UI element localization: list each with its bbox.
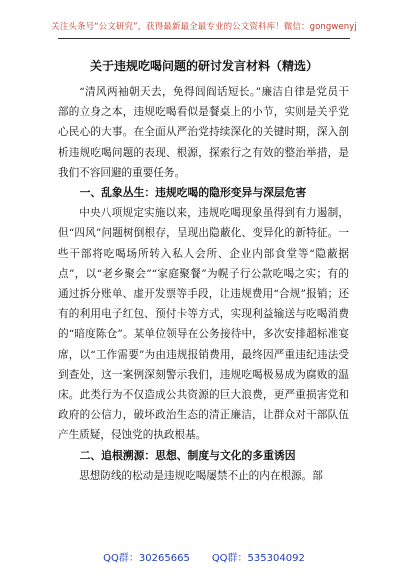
- section-heading-1: 一、乱象丛生：违规吃喝的隐形变异与深层危害: [79, 186, 307, 200]
- footer-contact: [0, 549, 408, 564]
- footer-qq-group-2: QQ群：535304092: [211, 553, 305, 564]
- section-2-paragraph: 思想防线的松动是违规吃喝屡禁不止的内在根源。部: [79, 469, 323, 482]
- document-body: [58, 82, 349, 486]
- section-1-paragraph: 中央八项规定实施以来，违规吃喝现象虽得到有力遏制，但“四风”问题树倒根存，呈现出隐蔽化、变异化的新特征。一些干部将吃喝场所转入私人会所、企业内部食堂等“隐蔽据点”，以“老乡聚会”“家庭聚餐”为幌子行公款吃喝之实；有的通过拆分账单、虚开发票等手段，让违规费用“合规”报销；还有的利用电子红包、预付卡等方式，实现利益输送与吃喝消费的“暗度陈仓”。某单位领导在公务接待中，多次安排超标准宴席，以“工作需要”为由违规报销费用，最终因严重违纪违法受到查处，这一案例深刻警示我们，违规吃喝极易成为腐败的温床。此类行为不仅造成公共资源的巨大浪费，更严重损害党和政府的公信力，破坏政治生态的清正廉洁，让群众对干部队伍产生质疑，侵蚀党的执政根基。: [58, 207, 349, 442]
- section-heading-2: 二、追根溯源：思想、制度与文化的多重诱因: [79, 448, 296, 462]
- footer-qq-group-1: QQ群：30265665: [103, 553, 190, 564]
- header-promo-note: 关注头条号“公文研究”，获得最新最全最专业的公文资料库！微信：gongwenyj: [51, 22, 357, 32]
- document-title: 关于违规吃喝问题的研讨发言材料（精选）: [89, 59, 318, 73]
- intro-paragraph: “清风两袖朝天去，免得闾阎话短长。”廉洁自律是党员干部的立身之本，违规吃喝看似是餐桌上的小节，实则是关乎党心民心的大事。在全面从严治党持续深化的关键时期，深入剖析违规吃喝问题的表现、根源，探索行之有效的整治举措，是我们不容回避的重要任务。: [58, 86, 349, 179]
- header-divider: [58, 38, 350, 39]
